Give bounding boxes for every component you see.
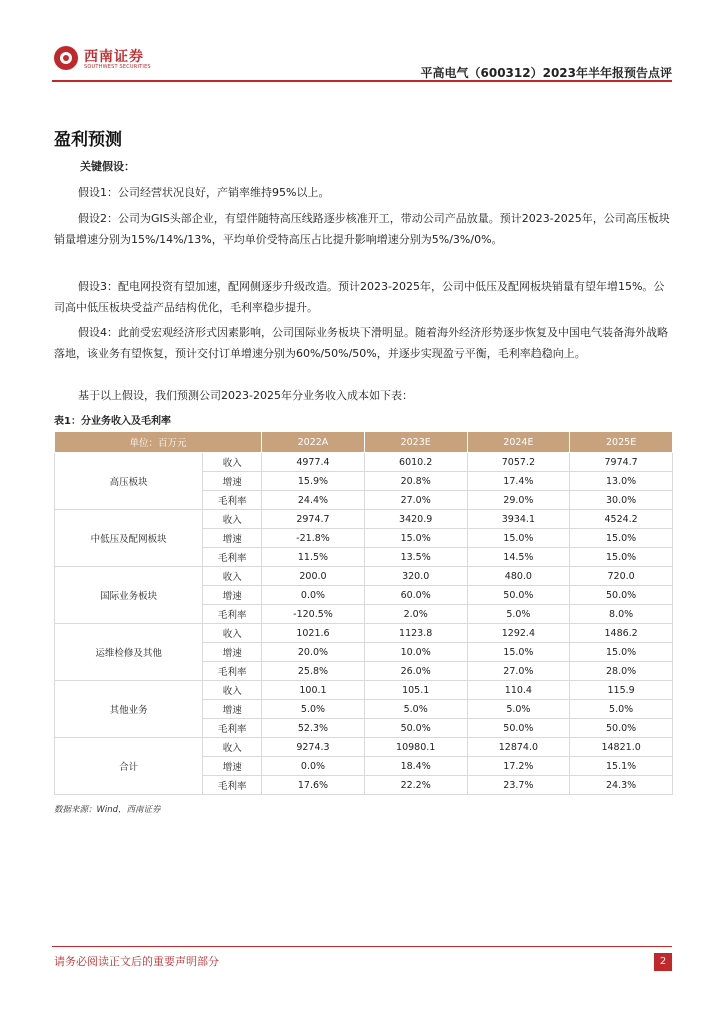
table-cell: 50.0% [467,586,570,605]
segment-revenue-table [54,431,673,795]
table-cell: 14821.0 [570,738,673,757]
table-cell: 13.5% [364,548,467,567]
header-divider [52,80,672,82]
column-header: 2023E [364,432,467,453]
logo-english-name: SOUTHWEST SECURITIES [84,64,151,70]
page-number: 2 [654,953,672,971]
metric-label: 收入 [203,567,262,586]
table-cell: 200.0 [262,567,365,586]
table-cell: 17.6% [262,776,365,795]
metric-label: 增速 [203,700,262,719]
table-cell: 320.0 [364,567,467,586]
table-cell: 20.0% [262,643,365,662]
table-cell: 52.3% [262,719,365,738]
table-cell: 23.7% [467,776,570,795]
table-cell: 105.1 [364,681,467,700]
table-cell: 15.0% [570,529,673,548]
table-cell: 4977.4 [262,453,365,472]
table-cell: 15.1% [570,757,673,776]
table-cell: 5.0% [364,700,467,719]
table-cell: 0.0% [262,757,365,776]
metric-label: 毛利率 [203,605,262,624]
table-cell: 15.9% [262,472,365,491]
table-cell: 100.1 [262,681,365,700]
table-row [55,510,673,529]
table-cell: 8.0% [570,605,673,624]
metric-label: 收入 [203,453,262,472]
segment-name: 运维检修及其他 [55,624,203,681]
key-assumptions-label: 关键假设： [80,160,135,173]
table-cell: 1123.8 [364,624,467,643]
table-cell: 10.0% [364,643,467,662]
metric-label: 收入 [203,624,262,643]
table-cell: 11.5% [262,548,365,567]
section-title: 盈利预测 [54,130,122,150]
metric-label: 增速 [203,529,262,548]
segment-name: 其他业务 [55,681,203,738]
table-cell: 2974.7 [262,510,365,529]
table-cell: 9274.3 [262,738,365,757]
logo-name: 西南证券 [84,49,144,65]
table-cell: 15.0% [570,548,673,567]
table-cell: -21.8% [262,529,365,548]
company-logo [54,44,174,74]
table-cell: 7057.2 [467,453,570,472]
assumption-4: 假设4：此前受宏观经济形式因素影响，公司国际业务板块下滑明显。随着海外经济形势逐步恢复及中国电气装备海外战略落地，该业务有望恢复，预计交付订单增速分别为60%/50%/50%，并逐步实现盈亏平衡，毛利率趋稳向上。 [54,326,668,360]
table-cell: 17.4% [467,472,570,491]
table-cell: 5.0% [262,700,365,719]
metric-label: 收入 [203,510,262,529]
table-cell: 15.0% [570,643,673,662]
table-cell: 115.9 [570,681,673,700]
table-cell: 15.0% [467,643,570,662]
assumption-3: 假设3：配电网投资有望加速，配网侧逐步升级改造。预计2023-2025年，公司中低压及配网板块销量有望年增15%。公司高中低压板块受益产品结构优化，毛利率稳步提升。 [54,280,665,314]
table-cell: 720.0 [570,567,673,586]
table-row [55,681,673,700]
table-cell: 14.5% [467,548,570,567]
segment-name: 国际业务板块 [55,567,203,624]
table-cell: 18.4% [364,757,467,776]
metric-label: 增速 [203,643,262,662]
table-title: 表1：分业务收入及毛利率 [54,416,171,427]
table-cell: 1021.6 [262,624,365,643]
unit-header: 单位：百万元 [55,432,262,453]
metric-label: 增速 [203,472,262,491]
table-cell: 24.3% [570,776,673,795]
segment-name: 中低压及配网板块 [55,510,203,567]
table-cell: 1292.4 [467,624,570,643]
table-header-row [55,432,673,453]
table-cell: 12874.0 [467,738,570,757]
metric-label: 毛利率 [203,776,262,795]
table-row [55,624,673,643]
table-cell: 50.0% [570,586,673,605]
segment-name: 高压板块 [55,453,203,510]
table-cell: 25.8% [262,662,365,681]
metric-label: 增速 [203,586,262,605]
logo-emblem-icon [54,46,78,70]
metric-label: 增速 [203,757,262,776]
metric-label: 毛利率 [203,491,262,510]
column-header: 2024E [467,432,570,453]
report-title: 平高电气（600312）2023年半年报预告点评 [420,66,672,80]
table-row [55,567,673,586]
table-cell: 0.0% [262,586,365,605]
table-cell: 1486.2 [570,624,673,643]
table-cell: 27.0% [467,662,570,681]
assumption-2: 假设2：公司为GIS头部企业，有望伴随特高压线路逐步核准开工，带动公司产品放量。预计2023-2025年，公司高压板块销量增速分别为15%/14%/13%，平均单价受特高压占比提升影响增速分别为5%/3%/0%。 [54,212,670,246]
assumption-1: 假设1：公司经营状况良好，产销率维持95%以上。 [78,186,330,199]
table-cell: 22.2% [364,776,467,795]
data-source: 数据来源：Wind，西南证券 [54,805,161,815]
table-cell: 3934.1 [467,510,570,529]
footer-divider [52,946,672,947]
column-header: 2022A [262,432,365,453]
table-cell: 17.2% [467,757,570,776]
table-row [55,453,673,472]
column-header: 2025E [570,432,673,453]
table-cell: 6010.2 [364,453,467,472]
metric-label: 毛利率 [203,719,262,738]
table-cell: 110.4 [467,681,570,700]
table-cell: 26.0% [364,662,467,681]
table-cell: 4524.2 [570,510,673,529]
table-cell: 60.0% [364,586,467,605]
table-cell: 30.0% [570,491,673,510]
footer-disclaimer: 请务必阅读正文后的重要声明部分 [54,955,219,968]
table-cell: 3420.9 [364,510,467,529]
table-cell: 5.0% [570,700,673,719]
table-cell: 2.0% [364,605,467,624]
segment-name: 合计 [55,738,203,795]
table-cell: 13.0% [570,472,673,491]
table-cell: 50.0% [467,719,570,738]
table-cell: 24.4% [262,491,365,510]
table-cell: 5.0% [467,605,570,624]
table-cell: 7974.7 [570,453,673,472]
table-cell: -120.5% [262,605,365,624]
table-cell: 50.0% [570,719,673,738]
table-cell: 27.0% [364,491,467,510]
metric-label: 收入 [203,681,262,700]
forecast-intro: 基于以上假设，我们预测公司2023-2025年分业务收入成本如下表： [78,389,413,402]
metric-label: 收入 [203,738,262,757]
table-cell: 5.0% [467,700,570,719]
table-cell: 480.0 [467,567,570,586]
table-cell: 15.0% [467,529,570,548]
table-cell: 10980.1 [364,738,467,757]
table-cell: 15.0% [364,529,467,548]
table-cell: 28.0% [570,662,673,681]
metric-label: 毛利率 [203,548,262,567]
table-cell: 50.0% [364,719,467,738]
metric-label: 毛利率 [203,662,262,681]
table-cell: 29.0% [467,491,570,510]
table-cell: 20.8% [364,472,467,491]
table-row [55,738,673,757]
